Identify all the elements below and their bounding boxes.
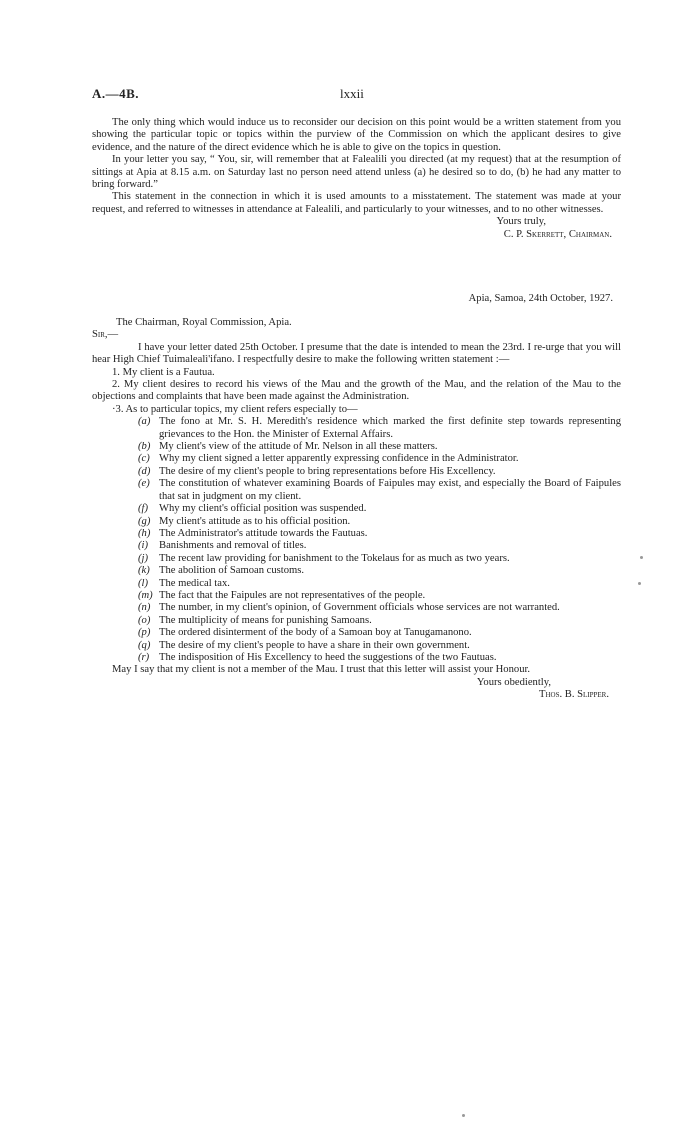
letter-two <box>92 293 621 305</box>
letter-two-addressee: The Chairman, Royal Commission, Apia. <box>116 317 292 328</box>
letter-one-closing: Yours truly, <box>496 216 546 228</box>
letter-two-closing-paragraph: May I say that my client is not a member of the Mau. I trust that this letter will assist your Honour. <box>112 664 531 676</box>
scan-speck <box>638 582 641 585</box>
letter-one-paragraph-1: The only thing which would induce us to reconsider our decision on this point would be a written statement from you showing the particular topic or topics within the purview of the Commission on which the applicant desires to give evidence, and the nature of the direct evidence which he is able to give on the topics in question. <box>92 117 621 153</box>
topic-list <box>92 416 621 664</box>
list-item: (e) The constitution of whatever examining Boards of Faipules may exist, and especially the Board of Faipules that sat in judgment on my client. <box>138 478 621 502</box>
letter-two-date: Apia, Samoa, 24th October, 1927. <box>468 293 613 304</box>
letter-two-signature: Thos. B. Slipper. <box>538 689 609 701</box>
letter-two-closing: Yours obediently, <box>476 676 551 688</box>
report-reference: A.—4B. <box>92 86 140 101</box>
list-item: (a) The fono at Mr. S. H. Meredith's residence which marked the first definite step towards representing grievances to the Hon. the Minister of External Affairs. <box>138 416 621 440</box>
list-item: (k) The abolition of Samoan customs. <box>138 565 305 577</box>
letter-two-salutation: Sir,— <box>92 329 119 341</box>
list-item: (b) My client's view of the attitude of Mr. Nelson in all these matters. <box>138 441 438 453</box>
list-item: (f) Why my client's official position was suspended. <box>138 503 367 515</box>
letter-one-paragraph-2: In your letter you say, “ You, sir, will remember that at Falealili you directed (at my request) that at the resumption of sittings at Apia at 8.15 a.m. on Saturday last no person need attend unless (a) he desired so to do, (b) he had any matter to bring forward.” <box>92 154 621 191</box>
list-item: (h) The Administrator's attitude towards the Fautuas. <box>138 527 368 539</box>
letter-two-body <box>92 317 621 702</box>
letter-two-point-2: 2. My client desires to record his views of the Mau and the growth of the Mau, and the relation of the Mau to the objections and complaints that have been made against the Administration. <box>92 379 621 403</box>
list-item: (n) The number, in my client's opinion, of Government officials whose services are not warranted. <box>138 602 560 614</box>
letter-two-intro: I have your letter dated 25th October. I presume that the date is intended to mean the 23rd. I re-urge that you will hear High Chief Tuimalealì'ifano. I respectfully desire to make the following written statement :— <box>92 341 621 366</box>
letter-two-point-3: ·3. As to particular topics, my client refers especially to— <box>112 403 358 415</box>
letter-one <box>92 117 621 241</box>
list-item: (r) The indisposition of His Excellency to heed the suggestions of the two Fautuas. <box>138 651 497 663</box>
letter-one-paragraph-3: This statement in the connection in which it is used amounts to a misstatement. The statement was made at your request, and referred to witnesses in attendance at Falealili, and particularly to your witnesses, and to no other witnesses. <box>92 191 621 215</box>
letter-two-point-1: 1. My client is a Fautua. <box>112 366 215 378</box>
list-item: (m) The fact that the Faipules are not representatives of the people. <box>138 589 426 601</box>
scan-speck <box>462 1114 465 1117</box>
list-item: (o) The multiplicity of means for punishing Samoans. <box>138 614 372 626</box>
scan-speck <box>640 556 643 559</box>
list-item: (p) The ordered disinterment of the body of a Samoan boy at Tanugamanono. <box>138 627 472 639</box>
letter-one-signature: C. P. Skerrett, Chairman. <box>503 228 612 240</box>
list-item: (g) My client's attitude as to his official position. <box>138 515 351 527</box>
list-item: (i) Banishments and removal of titles. <box>138 540 307 552</box>
list-item: (j) The recent law providing for banishment to the Tokelaus for as much as two years. <box>138 552 510 564</box>
list-item: (c) Why my client signed a letter apparently expressing confidence in the Administrator. <box>138 453 519 465</box>
list-item: (d) The desire of my client's people to bring representations before His Excellency. <box>138 465 496 477</box>
page-number: lxxii <box>340 86 364 101</box>
list-item: (q) The desire of my client's people to have a share in their own government. <box>138 639 470 651</box>
list-item: (l) The medical tax. <box>138 577 230 589</box>
